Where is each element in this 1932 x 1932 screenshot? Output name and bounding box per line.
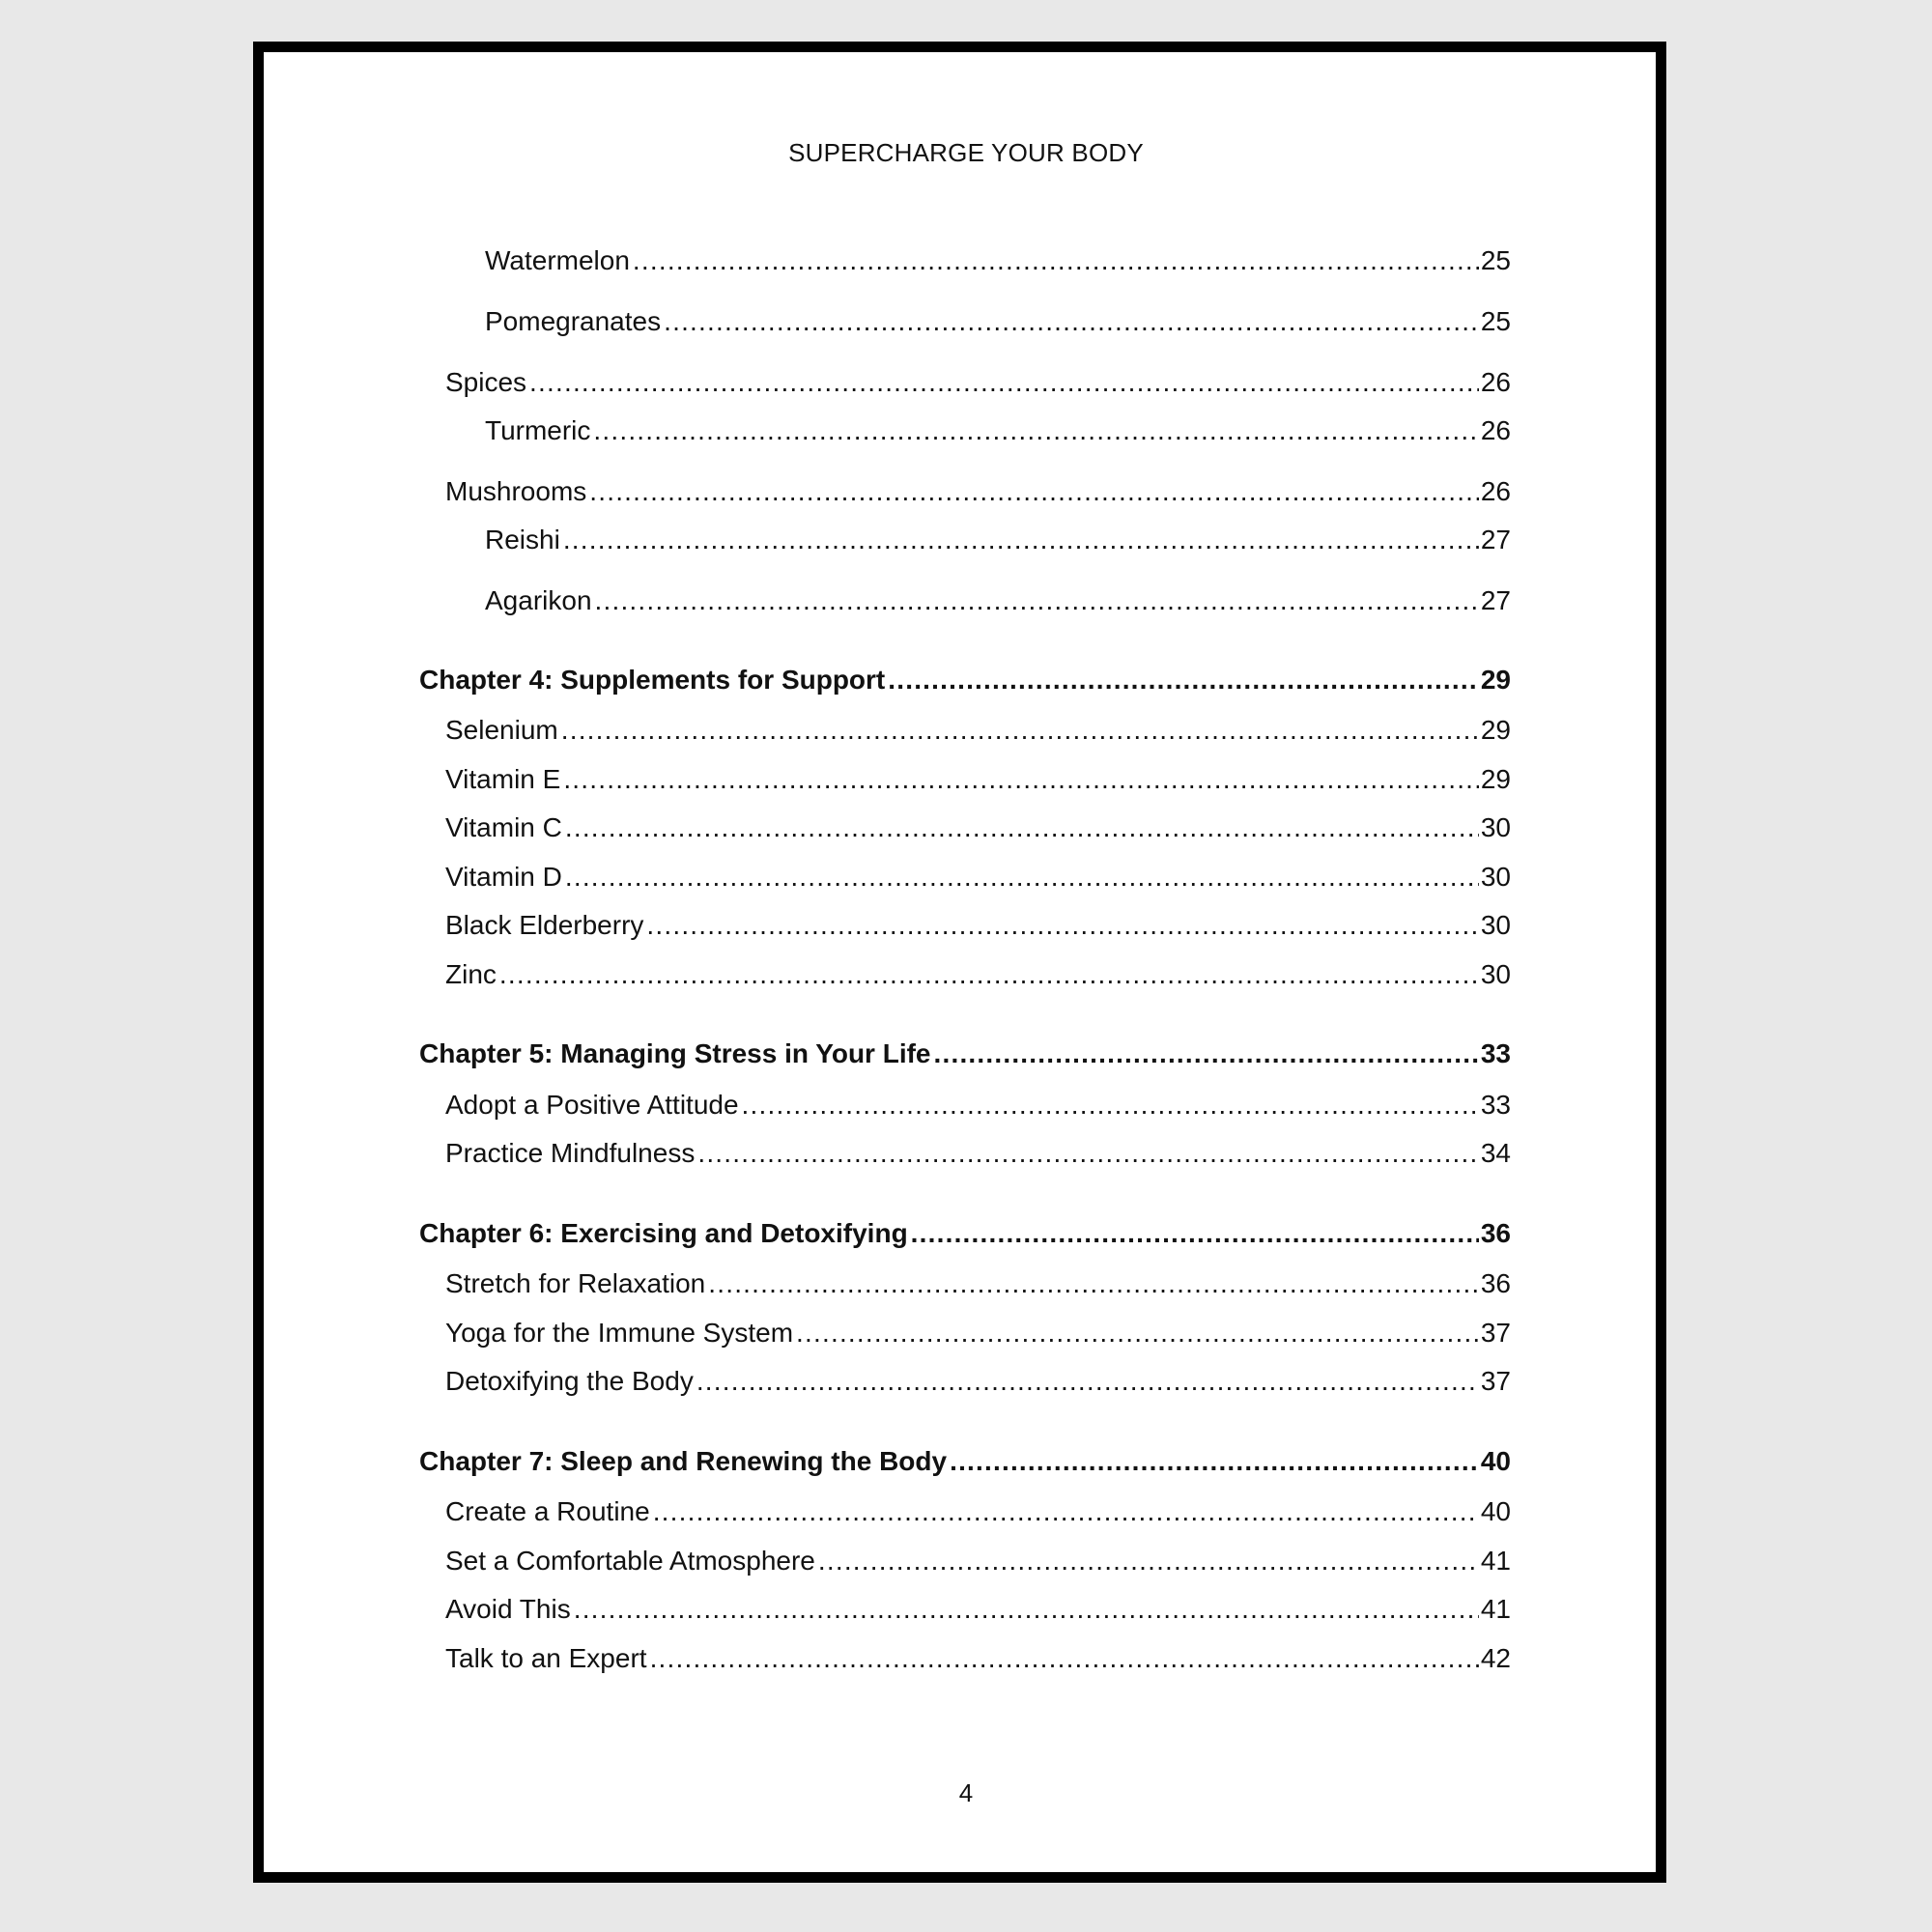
- dot-leader: [650, 1645, 1479, 1672]
- toc-entry[interactable]: [445, 717, 1511, 744]
- toc-entry-title: Selenium: [445, 715, 558, 745]
- toc-entry-title: Vitamin C: [445, 812, 562, 842]
- dot-leader: [565, 814, 1479, 841]
- toc-entry-title: Talk to an Expert: [445, 1643, 647, 1673]
- toc-entry-page: 25: [1480, 245, 1511, 275]
- toc-entry-page: 40: [1480, 1496, 1511, 1526]
- dot-leader: [646, 912, 1478, 939]
- toc-entry-title: Create a Routine: [445, 1496, 650, 1526]
- toc-entry[interactable]: [485, 247, 1511, 274]
- toc-entry[interactable]: [445, 1270, 1511, 1297]
- toc-entry[interactable]: [445, 1320, 1511, 1347]
- toc-entry-page: 41: [1480, 1594, 1511, 1624]
- toc-entry-page: 36: [1480, 1218, 1511, 1248]
- dot-leader: [563, 526, 1479, 554]
- toc-entry[interactable]: [485, 417, 1511, 444]
- toc-entry[interactable]: [485, 308, 1511, 335]
- dot-leader: [664, 308, 1479, 335]
- dot-leader: [595, 587, 1479, 614]
- toc-entry-page: 26: [1480, 367, 1511, 397]
- toc-chapter-entry[interactable]: [419, 1448, 1511, 1475]
- toc-entry-title: Agarikon: [485, 585, 592, 615]
- toc-entry[interactable]: [445, 478, 1511, 505]
- toc-entry-title: Vitamin E: [445, 764, 561, 794]
- toc-entry[interactable]: [445, 961, 1511, 988]
- toc-entry[interactable]: [445, 864, 1511, 891]
- toc-entry-title: Chapter 6: Exercising and Detoxifying: [419, 1218, 908, 1248]
- dot-leader: [796, 1320, 1479, 1347]
- dot-leader: [593, 417, 1478, 444]
- toc-entry-title: Chapter 4: Supplements for Support: [419, 665, 886, 695]
- toc-entry[interactable]: [445, 912, 1511, 939]
- toc-entry[interactable]: [445, 1368, 1511, 1395]
- toc-entry-page: 25: [1480, 306, 1511, 336]
- dot-leader: [633, 247, 1479, 274]
- toc-entry-title: Avoid This: [445, 1594, 571, 1624]
- toc-entry[interactable]: [445, 369, 1511, 396]
- toc-entry-page: 30: [1480, 862, 1511, 892]
- toc-entry[interactable]: [445, 766, 1511, 793]
- dot-leader: [563, 766, 1479, 793]
- toc-entry-page: 30: [1480, 959, 1511, 989]
- toc-entry-page: 26: [1480, 415, 1511, 445]
- dot-leader: [696, 1368, 1479, 1395]
- toc-entry[interactable]: [445, 814, 1511, 841]
- toc-entry[interactable]: [445, 1596, 1511, 1623]
- toc-entry-title: Pomegranates: [485, 306, 662, 336]
- toc-entry-page: 29: [1480, 715, 1511, 745]
- toc-entry-title: Chapter 7: Sleep and Renewing the Body: [419, 1446, 948, 1476]
- toc-entry[interactable]: [445, 1140, 1511, 1167]
- dot-leader: [565, 864, 1479, 891]
- toc-entry[interactable]: [485, 526, 1511, 554]
- toc-entry-page: 36: [1480, 1268, 1511, 1298]
- toc-entry-title: Set a Comfortable Atmosphere: [445, 1546, 815, 1576]
- toc-chapter-entry[interactable]: [419, 1040, 1511, 1067]
- toc-entry-page: 37: [1480, 1318, 1511, 1348]
- running-header: SUPERCHARGE YOUR BODY: [788, 138, 1144, 167]
- toc-entry-page: 41: [1480, 1546, 1511, 1576]
- toc-entry-title: Turmeric: [485, 415, 591, 445]
- dot-leader: [818, 1548, 1479, 1575]
- toc-entry-title: Reishi: [485, 525, 560, 554]
- toc-entry-title: Stretch for Relaxation: [445, 1268, 706, 1298]
- toc-entry-title: Spices: [445, 367, 527, 397]
- toc-entry-title: Black Elderberry: [445, 910, 644, 940]
- dot-leader: [529, 369, 1479, 396]
- dot-leader: [934, 1040, 1479, 1067]
- dot-leader: [653, 1498, 1479, 1525]
- toc-chapter-entry[interactable]: [419, 667, 1511, 694]
- dot-leader: [742, 1092, 1479, 1119]
- toc-entry[interactable]: [485, 587, 1511, 614]
- toc-entry-page: 29: [1480, 764, 1511, 794]
- dot-leader: [561, 717, 1479, 744]
- toc-entry-page: 40: [1480, 1446, 1511, 1476]
- toc-entry[interactable]: [445, 1498, 1511, 1525]
- toc-entry[interactable]: [445, 1645, 1511, 1672]
- toc-entry-title: Adopt a Positive Attitude: [445, 1090, 739, 1120]
- dot-leader: [499, 961, 1479, 988]
- toc-entry-page: 26: [1480, 476, 1511, 506]
- dot-leader: [574, 1596, 1479, 1623]
- toc-entry-page: 27: [1480, 525, 1511, 554]
- toc-entry-page: 34: [1480, 1138, 1511, 1168]
- toc-entry-page: 27: [1480, 585, 1511, 615]
- page-number: 4: [958, 1778, 974, 1807]
- toc-entry-page: 33: [1480, 1038, 1511, 1068]
- toc-entry-title: Yoga for the Immune System: [445, 1318, 794, 1348]
- dot-leader: [911, 1220, 1479, 1247]
- dot-leader: [697, 1140, 1479, 1167]
- toc-entry-page: 37: [1480, 1366, 1511, 1396]
- toc-entry-title: Chapter 5: Managing Stress in Your Life: [419, 1038, 931, 1068]
- toc-entry[interactable]: [445, 1092, 1511, 1119]
- toc-entry-title: Practice Mindfulness: [445, 1138, 696, 1168]
- dot-leader: [589, 478, 1479, 505]
- dot-leader: [888, 667, 1479, 694]
- toc-entry-title: Vitamin D: [445, 862, 562, 892]
- toc-entry-title: Mushrooms: [445, 476, 587, 506]
- toc-entry[interactable]: [445, 1548, 1511, 1575]
- dot-leader: [708, 1270, 1479, 1297]
- toc-entry-page: 30: [1480, 812, 1511, 842]
- toc-entry-page: 42: [1480, 1643, 1511, 1673]
- toc-entry-page: 29: [1480, 665, 1511, 695]
- toc-entry-title: Detoxifying the Body: [445, 1366, 694, 1396]
- dot-leader: [950, 1448, 1479, 1475]
- toc-entry-page: 30: [1480, 910, 1511, 940]
- toc-entry-title: Zinc: [445, 959, 497, 989]
- toc-entry-page: 33: [1480, 1090, 1511, 1120]
- toc-chapter-entry[interactable]: [419, 1220, 1511, 1247]
- toc-entry-title: Watermelon: [485, 245, 630, 275]
